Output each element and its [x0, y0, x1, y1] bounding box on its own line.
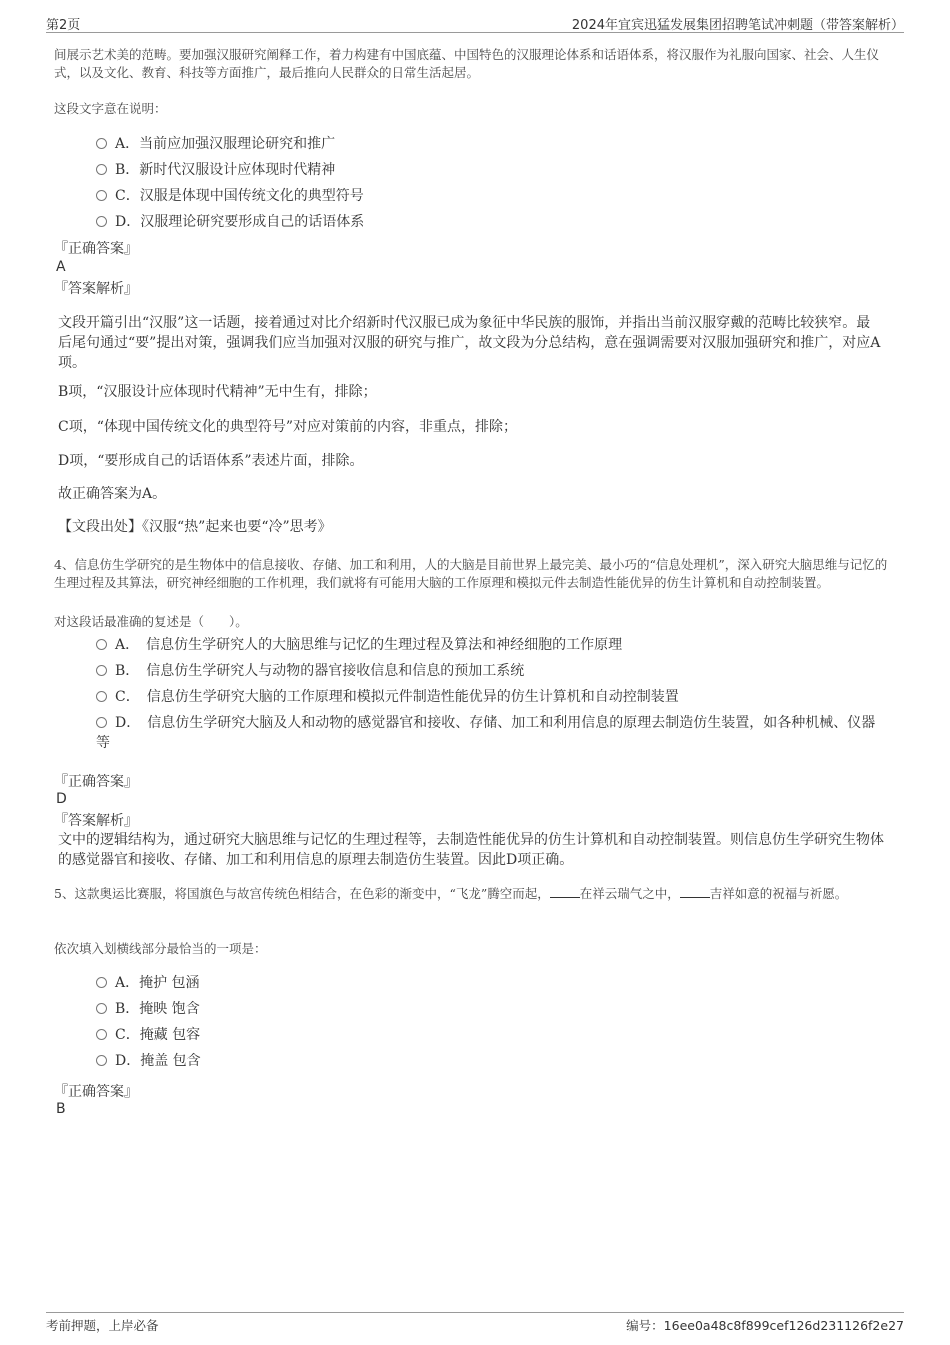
q4-option-b[interactable]: B． 信息仿生学研究人与动物的器官接收信息和信息的预加工系统 [96, 661, 886, 681]
q4-answer: D [56, 791, 67, 807]
radio-icon[interactable] [96, 665, 107, 676]
q5-option-c[interactable]: C．掩藏 包容 [96, 1025, 886, 1045]
q3-analysis-c: C项，“体现中国传统文化的典型符号”对应对策前的内容，非重点，排除； [58, 419, 518, 435]
q4-option-a[interactable]: A． 信息仿生学研究人的大脑思维与记忆的生理过程及算法和神经细胞的工作原理 [96, 635, 886, 655]
footer-slogan: 考前押题，上岸必备 [46, 1318, 159, 1333]
q3-analysis-b: B项，“汉服设计应体现时代精神”无中生有，排除； [58, 384, 377, 400]
q5-option-b[interactable]: B．掩映 饱含 [96, 999, 886, 1019]
q5-option-d[interactable]: D．掩盖 包含 [96, 1051, 886, 1071]
q3-analysis-label: 『答案解析』 [54, 281, 138, 297]
page-header [46, 14, 904, 33]
page-footer [46, 1312, 904, 1337]
radio-icon[interactable] [96, 190, 107, 201]
document-title: 2024年宜宾迅猛发展集团招聘笔试冲刺题（带答案解析） [571, 18, 904, 33]
q5-answer-label: 『正确答案』 [54, 1084, 138, 1100]
radio-icon[interactable] [96, 164, 107, 175]
blank-1 [550, 885, 580, 898]
radio-icon[interactable] [96, 1003, 107, 1014]
q3-source: 【文段出处】《汉服“热”起来也要“冷”思考》 [58, 519, 332, 535]
radio-icon[interactable] [96, 717, 107, 728]
radio-icon[interactable] [96, 691, 107, 702]
q3-option-a[interactable]: A．当前应加强汉服理论研究和推广 [96, 134, 886, 154]
q4-analysis-label: 『答案解析』 [54, 813, 138, 829]
q3-analysis-d: D项，“要形成自己的话语体系”表述片面，排除。 [58, 453, 364, 469]
radio-icon[interactable] [96, 138, 107, 149]
q4-analysis: 文中的逻辑结构为，通过研究大脑思维与记忆的生理过程等，去制造性能优异的仿生计算机和自动控制装置。则信息仿生学研究生物体的感觉器官和接收、存储、加工和利用信息的原理去制造仿生装置。因此D项正确。 [58, 832, 884, 868]
q4-answer-label: 『正确答案』 [54, 774, 138, 790]
q3-option-b[interactable]: B．新时代汉服设计应体现时代精神 [96, 160, 886, 180]
q3-answer-label: 『正确答案』 [54, 241, 138, 257]
q3-prompt: 这段文字意在说明： [54, 101, 167, 116]
q3-option-c[interactable]: C．汉服是体现中国传统文化的典型符号 [96, 186, 886, 206]
radio-icon[interactable] [96, 639, 107, 650]
q3-answer: A [56, 259, 66, 275]
radio-icon[interactable] [96, 1029, 107, 1040]
q5-answer: B [56, 1101, 66, 1117]
q5-prompt: 依次填入划横线部分最恰当的一项是： [54, 941, 267, 956]
q5-stem: 5、这款奥运比赛服，将国旗色与故宫传统色相结合，在色彩的渐变中，“飞龙”腾空而起， 在祥云瑞气之中， 吉祥如意的祝福与祈愿。 [54, 886, 848, 901]
q4-stem: 4、信息仿生学研究的是生物体中的信息接收、存储、加工和利用，人的大脑是目前世界上最完美、最小巧的“信息处理机”，深入研究大脑思维与记忆的生理过程及其算法，研究神经细胞的工作机理，我们就将有可能用大脑的工作原理和模拟元件去制造性能优异的仿生计算机和自动控制装置。 [54, 557, 888, 590]
q5-option-a[interactable]: A．掩护 包涵 [96, 973, 886, 993]
blank-2 [680, 885, 710, 898]
q3-option-d[interactable]: D．汉服理论研究要形成自己的话语体系 [96, 212, 886, 232]
q4-option-d[interactable]: D． 信息仿生学研究大脑及人和动物的感觉器官和接收、存储、加工和利用信息的原理去制造仿生装置，如各种机械、仪器等 [96, 715, 876, 751]
q3-stem: 间展示艺术美的范畴。要加强汉服研究阐释工作，着力构建有中国底蕴、中国特色的汉服理论体系和话语体系，将汉服作为礼服向国家、社会、人生仪式，以及文化、教育、科技等方面推广，最后推向人民群众的日常生活起居。 [54, 47, 880, 80]
page-number: 第2页 [46, 18, 81, 33]
q3-conclusion: 故正确答案为A。 [58, 486, 167, 502]
document-id: 编号：16ee0a48c8f899cef126d231126f2e27 [626, 1318, 904, 1333]
q4-option-c[interactable]: C． 信息仿生学研究大脑的工作原理和模拟元件制造性能优异的仿生计算机和自动控制装置 [96, 687, 886, 707]
radio-icon[interactable] [96, 977, 107, 988]
q4-prompt: 对这段话最准确的复述是（ ）。 [54, 614, 248, 629]
radio-icon[interactable] [96, 1055, 107, 1066]
q3-analysis-paragraph: 文段开篇引出“汉服”这一话题，接着通过对比介绍新时代汉服已成为象征中华民族的服饰，并指出当前汉服穿戴的范畴比较狭窄。最后尾句通过“要”提出对策，强调我们应当加强对汉服的研究与推广，故文段为分总结构，意在强调需要对汉服加强研究和推广，对应A项。 [58, 315, 881, 371]
radio-icon[interactable] [96, 216, 107, 227]
